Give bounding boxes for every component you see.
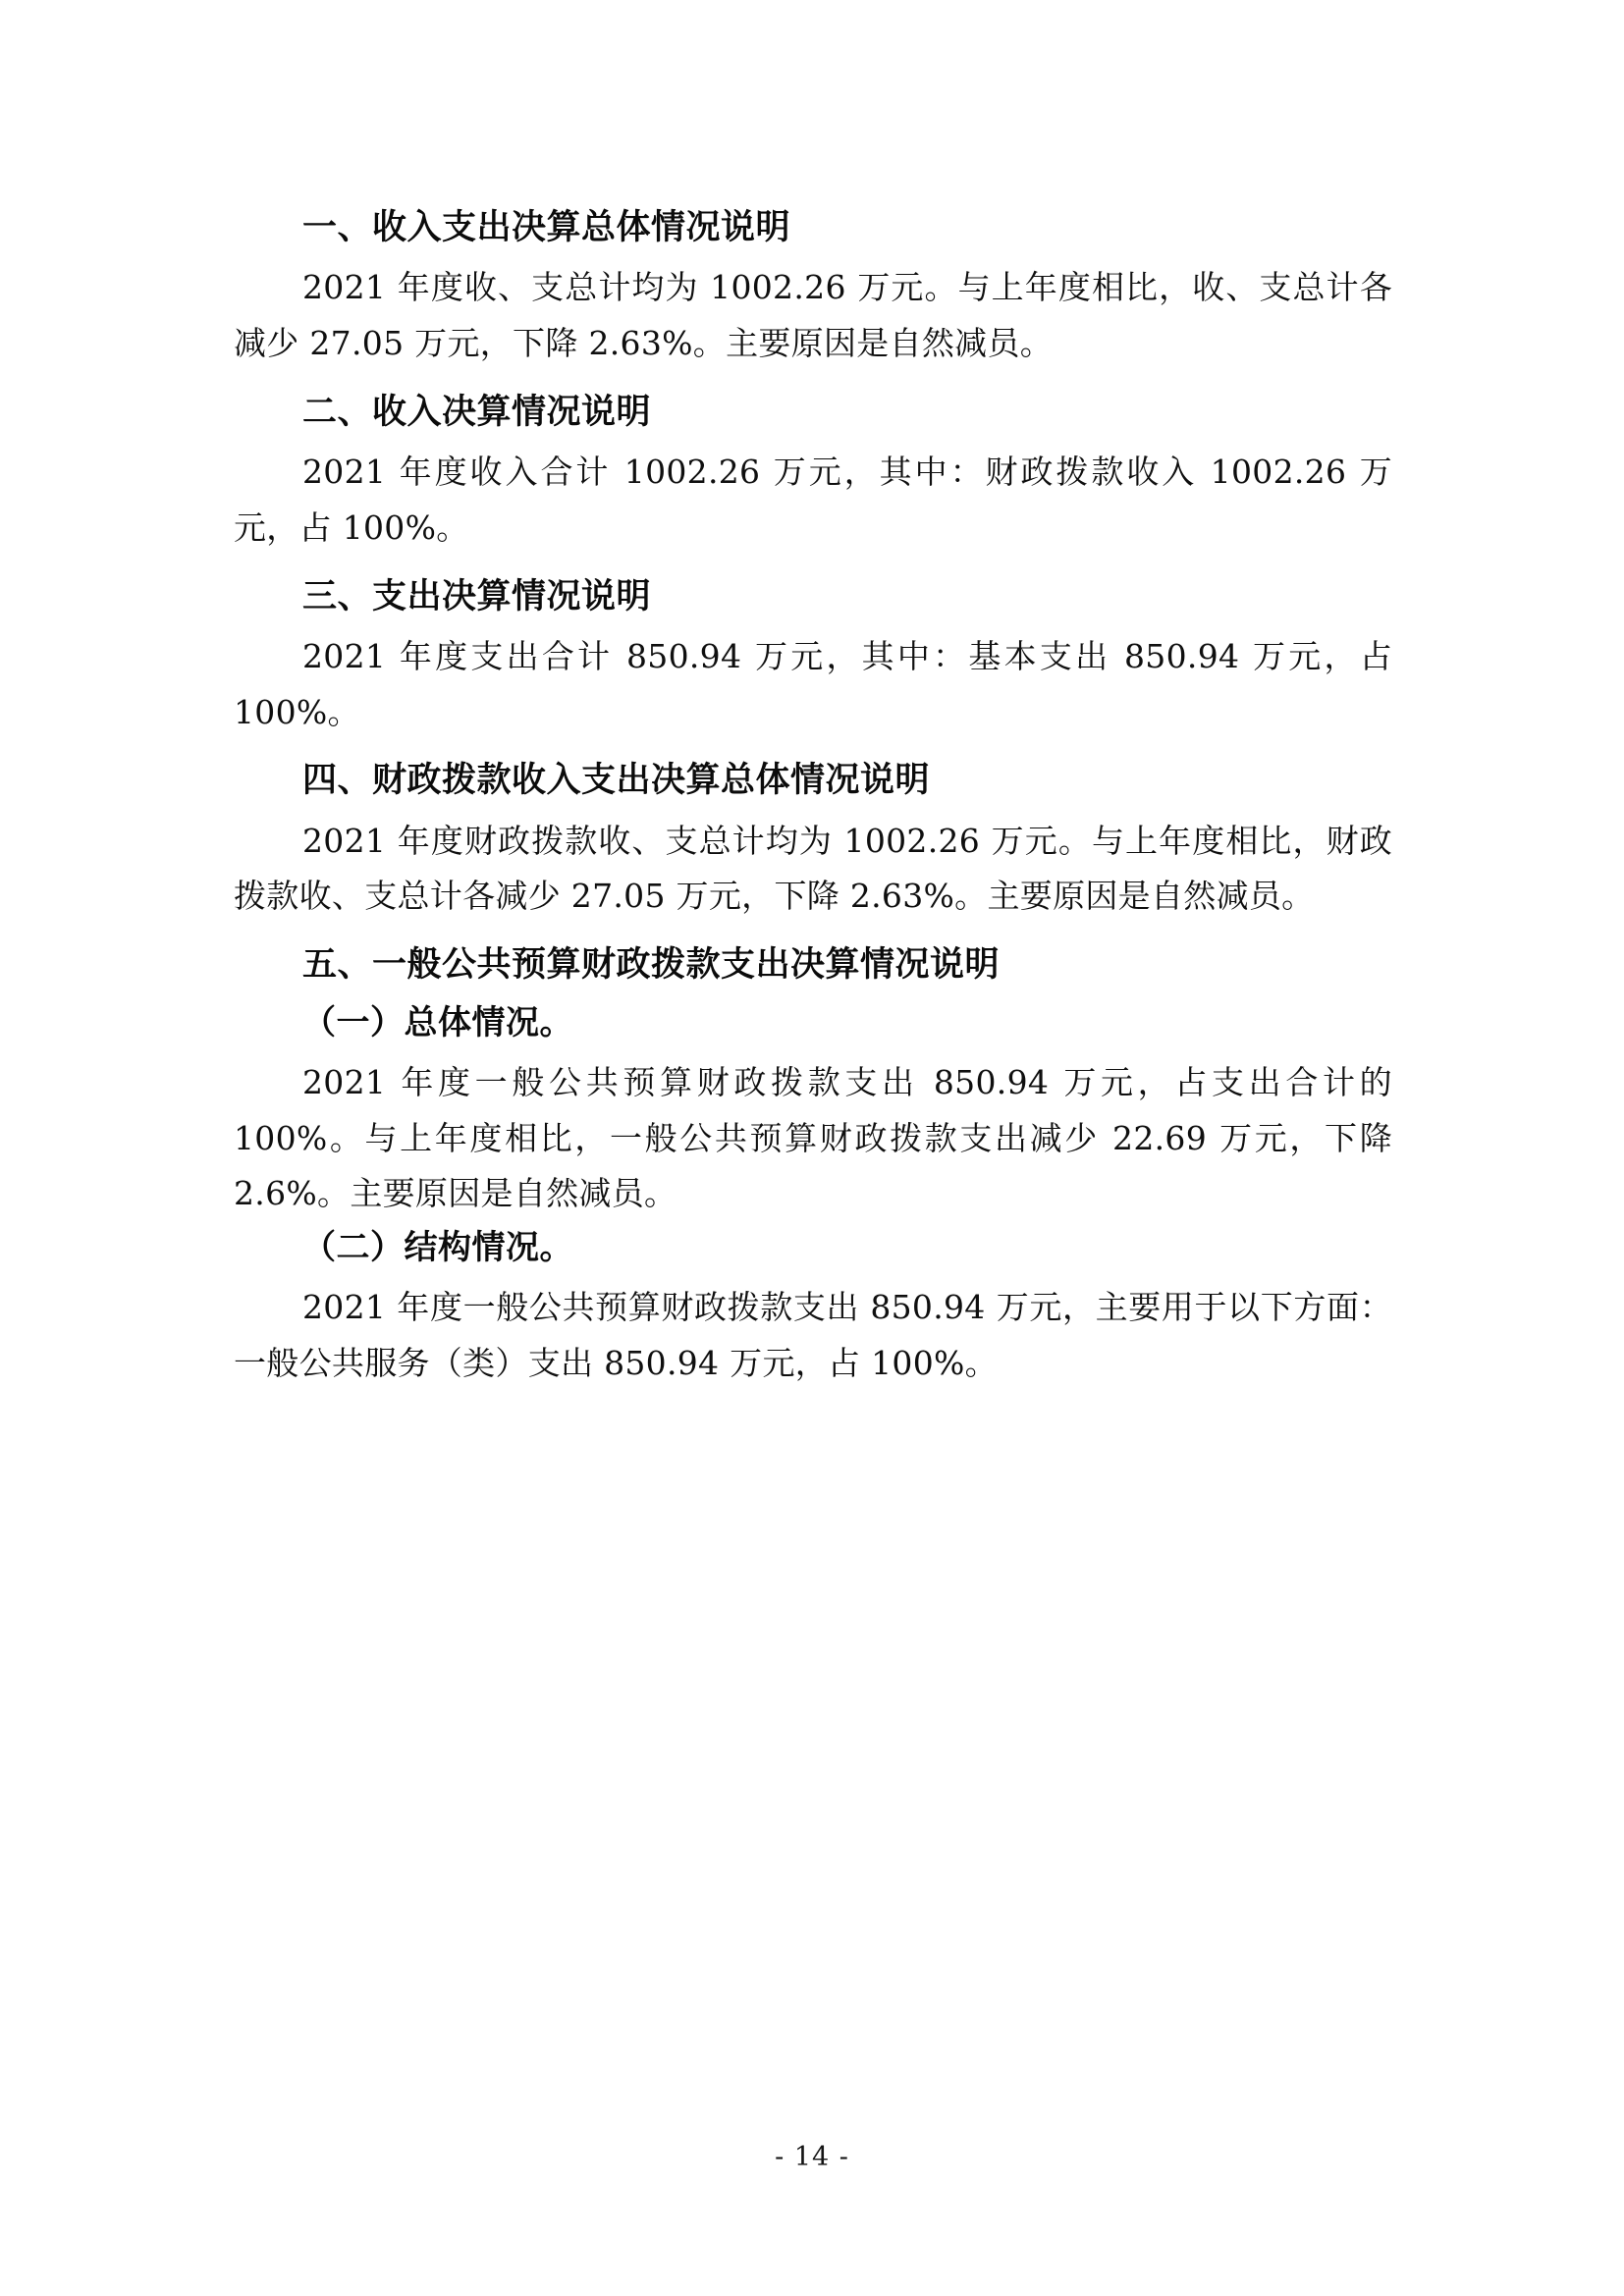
section-3-heading: 三、支出决算情况说明 [302,576,652,616]
section-5-subsection-1-paragraph-1: 2021 年度一般公共预算财政拨款支出 850.94 万元，占支出合计的 100%。与上年度相比，一般公共预算财政拨款支出减少 22.69 万元，下降 2.6%。主要原因是自然减员。 [234,1062,1392,1213]
section-2-heading: 二、收入决算情况说明 [302,392,652,432]
section-5 [234,938,1392,1391]
section-5-subsection-2 [234,1222,1392,1391]
section-2 [234,386,1392,557]
section-1-heading: 一、收入支出决算总体情况说明 [302,208,791,247]
section-4-heading: 四、财政拨款收入支出决算总体情况说明 [302,761,931,801]
section-1 [234,201,1392,372]
section-2-paragraph-1: 2021 年度收入合计 1002.26 万元，其中：财政拨款收入 1002.26 万元，占 100%。 [234,453,1392,547]
section-3-paragraph-1: 2021 年度支出合计 850.94 万元，其中：基本支出 850.94 万元，占 100%。 [234,636,1392,731]
section-5-subsection-2-heading: （二）结构情况。 [302,1228,573,1268]
page-number: - 14 - [775,2142,849,2172]
section-4-paragraph-1: 2021 年度财政拨款收、支总计均为 1002.26 万元。与上年度相比，财政拨款收、支总计各减少 27.05 万元，下降 2.63%。主要原因是自然减员。 [234,821,1392,916]
section-5-subsection-1 [234,997,1392,1222]
section-5-subsection-1-heading: （一）总体情况。 [302,1003,573,1043]
document-body [234,201,1392,1405]
section-4 [234,754,1392,925]
section-1-paragraph-1: 2021 年度收、支总计均为 1002.26 万元。与上年度相比，收、支总计各减少 27.05 万元，下降 2.63%。主要原因是自然减员。 [234,268,1392,362]
section-5-subsection-2-paragraph-1: 2021 年度一般公共预算财政拨款支出 850.94 万元，主要用于以下方面：一般公共服务（类）支出 850.94 万元，占 100%。 [234,1287,1392,1382]
section-5-heading: 五、一般公共预算财政拨款支出决算情况说明 [302,945,1001,985]
section-3 [234,570,1392,741]
